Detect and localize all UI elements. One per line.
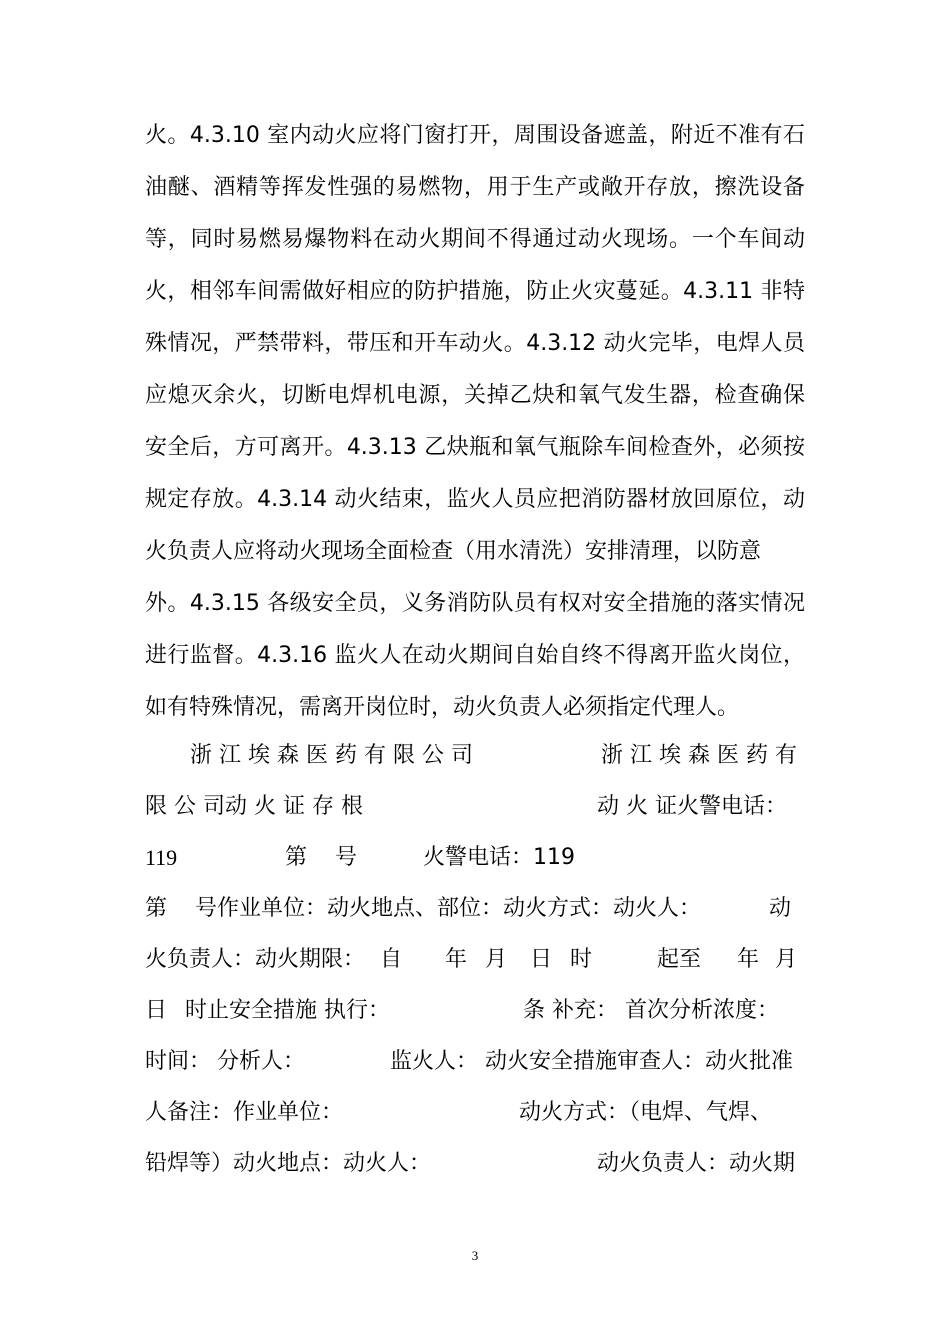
period-from: 自: [380, 947, 403, 972]
analyst-label: 分析人：: [217, 1049, 306, 1074]
period-to-day: 日: [145, 998, 168, 1023]
fire-location-label: 铅焊等）动火地点：动火人：: [145, 1151, 432, 1176]
remarks-label: 人备注：作业单位：: [145, 1100, 344, 1125]
fire-watcher-label: 监火人：: [390, 1049, 479, 1074]
work-unit-fields: 号作业单位：动火地点、部位：动火方式：动火人：: [195, 896, 702, 921]
paragraph-line: 等，同时易燃易爆物料在动火期间不得通过动火现场。一个车间动: [145, 227, 805, 252]
paragraph-line: 进行监督。4.3.16 监火人在动火期间自始自终不得离开监火岗位，: [145, 643, 805, 668]
certificate-row: [145, 892, 805, 926]
fire-manager-label: 动火负责人：动火期: [597, 1151, 796, 1176]
period-to: 起至: [657, 947, 702, 972]
certificate-row: [145, 841, 805, 875]
time-label: 时间：: [145, 1049, 212, 1074]
paragraph-line: 应熄灭余火，切断电焊机电源，关掉乙炔和氧气发生器，检查确保: [145, 383, 805, 408]
certificate-row: [145, 994, 805, 1028]
paragraph-line: 火。4.3.10 室内动火应将门窗打开，周围设备遮盖，附近不准有石: [145, 123, 805, 148]
period-to-month: 月: [775, 947, 798, 972]
period-month: 月: [485, 947, 508, 972]
page-number: 3: [471, 1248, 479, 1263]
certificate-row: [145, 943, 805, 977]
certificate-row: [145, 1147, 805, 1181]
period-to-year: 年: [737, 947, 760, 972]
paragraph-line: 安全后，方可离开。4.3.13 乙炔瓶和氧气瓶除车间检查外，必须按: [145, 435, 805, 460]
paragraph-line: 外。4.3.15 各级安全员，义务消防队员有权对安全措施的落实情况: [145, 591, 805, 616]
serial-suffix: 号: [335, 845, 358, 870]
paragraph-line: 油醚、酒精等挥发性强的易燃物，用于生产或敞开存放，擦洗设备: [145, 175, 805, 200]
serial-prefix: 第: [285, 845, 308, 870]
company-name-stub: 浙 江 埃 森 医 药 有 限 公 司: [190, 743, 473, 768]
company-name-permit: 浙 江 埃 森 医 药 有: [601, 743, 797, 768]
safety-measures-label: 时止安全措施 执行：: [185, 998, 390, 1023]
reviewer-label: 动火安全措施审查人：动火批准: [485, 1049, 794, 1074]
stub-title: 限 公 司动 火 证 存 根: [145, 794, 363, 819]
certificate-row: [145, 790, 805, 824]
period-year: 年: [445, 947, 468, 972]
text-fragment: 动: [769, 896, 792, 921]
period-day: 日: [530, 947, 553, 972]
period-hour: 时: [570, 947, 593, 972]
paragraph-line: 殊情况，严禁带料，带压和开车动火。4.3.12 动火完毕，电焊人员: [145, 331, 805, 356]
initial-concentration-label: 首次分析浓度：: [625, 998, 780, 1023]
paragraph-line: 规定存放。4.3.14 动火结束，监火人员应把消防器材放回原位，动: [145, 487, 805, 512]
fire-method-label: 动火方式：（电焊、气焊、: [519, 1100, 773, 1125]
permit-title: 动 火 证火警电话：: [597, 794, 787, 819]
certificate-row: [145, 1096, 805, 1130]
serial-prefix: 第: [145, 896, 168, 921]
paragraph-line: 火负责人应将动火现场全面检查（用水清洗）安排清理，以防意: [145, 539, 762, 564]
fire-period-label: 火负责人：动火期限：: [145, 947, 366, 972]
fire-phone-number: 119: [145, 845, 178, 870]
fire-phone-label: 火警电话：119: [423, 845, 575, 870]
certificate-row: [145, 1045, 805, 1079]
certificate-row: [145, 739, 805, 773]
paragraph-line: 火，相邻车间需做好相应的防护措施，防止火灾蔓延。4.3.11 非特: [145, 279, 805, 304]
paragraph-line: 如有特殊情况，需离开岗位时，动火负责人必须指定代理人。: [145, 695, 740, 720]
supplement-label: 条 补充：: [523, 998, 618, 1023]
